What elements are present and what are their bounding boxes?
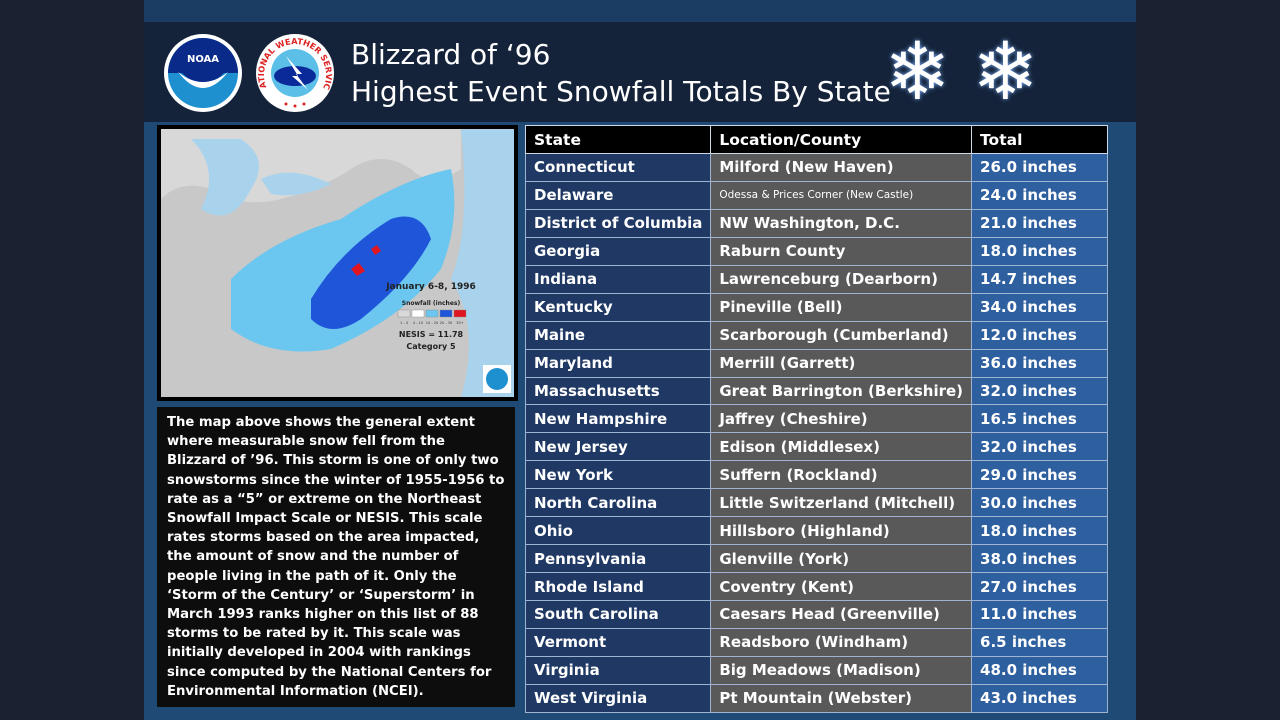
table-row <box>526 489 1108 517</box>
total-cell: 16.5 inches <box>972 405 1108 433</box>
location-cell: Coventry (Kent) <box>711 573 972 601</box>
state-cell: Rhode Island <box>526 573 711 601</box>
table-row <box>526 405 1108 433</box>
legend-swatch <box>398 310 410 317</box>
total-cell: 24.0 inches <box>972 181 1108 209</box>
total-cell: 6.5 inches <box>972 628 1108 656</box>
total-cell: 30.0 inches <box>972 489 1108 517</box>
noaa-logo-text: NOAA <box>186 54 220 65</box>
total-cell: 21.0 inches <box>972 209 1108 237</box>
location-cell: Hillsboro (Highland) <box>711 517 972 545</box>
location-cell: Little Switzerland (Mitchell) <box>711 489 972 517</box>
noaa-logo <box>164 34 242 112</box>
legend-label: 30+ <box>456 321 464 325</box>
top-band <box>144 0 1136 22</box>
table-row <box>526 377 1108 405</box>
location-cell: Merrill (Garrett) <box>711 349 972 377</box>
state-cell: Vermont <box>526 628 711 656</box>
table-row <box>526 349 1108 377</box>
table-row <box>526 656 1108 684</box>
location-cell: Scarborough (Cumberland) <box>711 321 972 349</box>
table-row <box>526 293 1108 321</box>
legend-swatch <box>454 310 466 317</box>
state-cell: West Virginia <box>526 684 711 712</box>
location-cell: Pineville (Bell) <box>711 293 972 321</box>
state-cell: Pennsylvania <box>526 545 711 573</box>
total-cell: 29.0 inches <box>972 461 1108 489</box>
location-cell: Milford (New Haven) <box>711 154 972 182</box>
location-cell: Odessa & Prices Corner (New Castle) <box>711 181 972 209</box>
legend-label: 20 - 30 <box>439 321 453 325</box>
location-cell: Suffern (Rockland) <box>711 461 972 489</box>
page-title <box>351 36 891 110</box>
column-header-location: Location/County <box>711 126 972 154</box>
state-cell: Connecticut <box>526 154 711 182</box>
total-cell: 12.0 inches <box>972 321 1108 349</box>
total-cell: 32.0 inches <box>972 377 1108 405</box>
state-cell: District of Columbia <box>526 209 711 237</box>
total-cell: 11.0 inches <box>972 601 1108 629</box>
table-row <box>526 684 1108 712</box>
table-row <box>526 237 1108 265</box>
location-cell: Raburn County <box>711 237 972 265</box>
slide <box>144 0 1136 720</box>
table-row <box>526 265 1108 293</box>
snowflake-icon: ❄ <box>884 25 952 118</box>
noaa-map-logo <box>483 365 511 393</box>
column-header-total: Total <box>972 126 1108 154</box>
table-row <box>526 154 1108 182</box>
legend-swatch <box>426 310 438 317</box>
table-row <box>526 461 1108 489</box>
state-cell: South Carolina <box>526 601 711 629</box>
title-line-1: Blizzard of ‘96 <box>351 38 551 71</box>
state-cell: Delaware <box>526 181 711 209</box>
total-cell: 26.0 inches <box>972 154 1108 182</box>
total-cell: 43.0 inches <box>972 684 1108 712</box>
state-cell: Virginia <box>526 656 711 684</box>
location-cell: Edison (Middlesex) <box>711 433 972 461</box>
location-cell: Great Barrington (Berkshire) <box>711 377 972 405</box>
state-cell: Kentucky <box>526 293 711 321</box>
legend-label: 4 - 10 <box>412 321 424 325</box>
legend-label: 10 - 20 <box>425 321 439 325</box>
table-row <box>526 433 1108 461</box>
nws-logo-ring-text: ATIONAL WEATHER SERVIC <box>256 35 334 92</box>
total-cell: 18.0 inches <box>972 237 1108 265</box>
header <box>144 22 1136 122</box>
snowfall-table <box>525 125 1108 713</box>
total-cell: 27.0 inches <box>972 573 1108 601</box>
column-header-state: State <box>526 126 711 154</box>
table-row <box>526 628 1108 656</box>
state-cell: New Jersey <box>526 433 711 461</box>
snowflake-icon: ❄ <box>972 25 1040 118</box>
total-cell: 32.0 inches <box>972 433 1108 461</box>
table-row <box>526 181 1108 209</box>
table-row <box>526 321 1108 349</box>
state-cell: Maine <box>526 321 711 349</box>
state-cell: North Carolina <box>526 489 711 517</box>
total-cell: 38.0 inches <box>972 545 1108 573</box>
location-cell: Big Meadows (Madison) <box>711 656 972 684</box>
location-cell: Pt Mountain (Webster) <box>711 684 972 712</box>
state-cell: New York <box>526 461 711 489</box>
total-cell: 48.0 inches <box>972 656 1108 684</box>
location-cell: Glenville (York) <box>711 545 972 573</box>
state-cell: New Hampshire <box>526 405 711 433</box>
legend-swatch <box>412 310 424 317</box>
state-cell: Indiana <box>526 265 711 293</box>
location-cell: Jaffrey (Cheshire) <box>711 405 972 433</box>
table-row <box>526 601 1108 629</box>
state-cell: Maryland <box>526 349 711 377</box>
table-row <box>526 545 1108 573</box>
table-row <box>526 517 1108 545</box>
snowfall-map <box>157 125 518 401</box>
location-cell: Caesars Head (Greenville) <box>711 601 972 629</box>
map-description: The map above shows the general extent where measurable snow fell from the Blizzard of ’96. This storm is one of only two snowstorms since the winter of 1955-1956 to rate as a “5” or extreme on the Northeast Snowfall Impact Scale or NESIS. This scale rates storms based on the area impacted, the amount of snow and the number of people living in the path of it. Only the ‘Storm of the Century’ or ‘Superstorm’ in March 1993 ranks higher on this list of 88 storms to be rated by it. This scale was initially developed in 2004 with rankings since computed by the National Centers for Environmental Information (NCEI). <box>157 407 515 707</box>
title-line-2: Highest Event Snowfall Totals By State <box>351 75 891 108</box>
table-row <box>526 209 1108 237</box>
total-cell: 36.0 inches <box>972 349 1108 377</box>
map-category: Category 5 <box>406 342 456 351</box>
map-nesis: NESIS = 11.78 <box>398 330 464 339</box>
table-row <box>526 573 1108 601</box>
state-cell: Massachusetts <box>526 377 711 405</box>
legend-label: 1 - 4 <box>400 321 408 325</box>
location-cell: NW Washington, D.C. <box>711 209 972 237</box>
location-cell: Lawrenceburg (Dearborn) <box>711 265 972 293</box>
map-date: January 6-8, 1996 <box>386 282 476 292</box>
total-cell: 34.0 inches <box>972 293 1108 321</box>
state-cell: Georgia <box>526 237 711 265</box>
total-cell: 18.0 inches <box>972 517 1108 545</box>
location-cell: Readsboro (Windham) <box>711 628 972 656</box>
state-cell: Ohio <box>526 517 711 545</box>
map-legend-title: Snowfall (inches) <box>401 300 461 307</box>
nws-logo <box>256 34 334 112</box>
legend-swatch <box>440 310 452 317</box>
total-cell: 14.7 inches <box>972 265 1108 293</box>
